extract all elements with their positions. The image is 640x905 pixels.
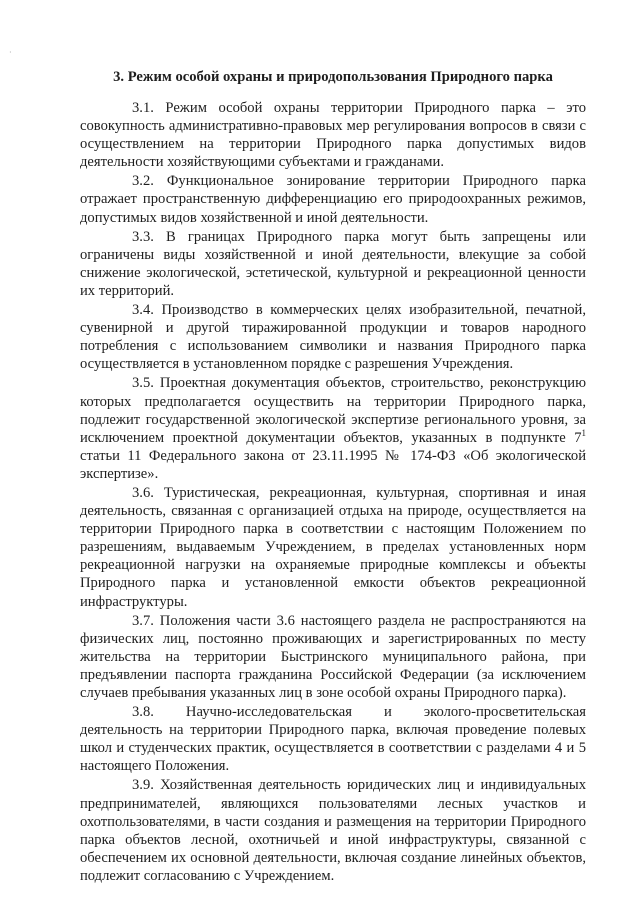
section-heading: 3. Режим особой охраны и природопользования Природного парка bbox=[113, 69, 553, 85]
paragraph-3-7: 3.7. Положения части 3.6 настоящего раздела не распространяются на физических лиц, постоянно проживающих и зарегистрированных по месту жительства на территории Быстринского муниципального района, при предъявлении паспорта гражданина Российской Федерации (за исключением случаев пребывания указанных лиц в зоне особой охраны Природного парка). bbox=[80, 612, 586, 701]
paragraph-3-8: 3.8. Научно-исследовательская и эколого-просветительская деятельность на территории Природного парка, включая проведение полевых школ и студенческих практик, осуществляется в соответствии с разделами 4 и 5 настоящего Положения. bbox=[80, 704, 586, 775]
paragraph-3-5-text: 3.5. Проектная документация объектов, строительство, реконструкцию которых предполагается осуществить на территории Природного парка, подлежит государственной экологической экспертизе регионального уровня, за исключением проектной документации объектов, указанных в подпункте 7 bbox=[80, 375, 586, 446]
superscript-footnote: 1 bbox=[581, 427, 586, 438]
paragraph-3-1: 3.1. Режим особой охраны территории Природного парка – это совокупность административно-правовых мер регулирования вопросов в связи с осуществлением на территории Природного парка допустимых видов деятельности хозяйствующими субъектами и гражданами. bbox=[80, 100, 586, 171]
paragraph-3-3: 3.3. В границах Природного парка могут быть запрещены или ограничены виды хозяйственной и иной деятельности, влекущие за собой снижение экологической, эстетической, культурной и рекреационной ценности их территорий. bbox=[80, 228, 586, 299]
paragraph-3-6: 3.6. Туристическая, рекреационная, культурная, спортивная и иная деятельность, связанная с организацией отдыха на природе, осуществляется на территории Природного парка в соответствии с настоящим Положением по разрешениям, выдаваемым Учреждением, в пределах установленных норм рекреационной нагрузки на охраняемые природные комплексы и объекты Природного парка и установленной емкости объектов рекреационной инфраструктуры. bbox=[80, 484, 586, 610]
paragraph-3-5 bbox=[80, 374, 586, 483]
margin-mark: · bbox=[9, 48, 12, 57]
paragraph-3-5-text-end: статьи 11 Федерального закона от 23.11.1995 № 174-ФЗ «Об экологической экспертизе». bbox=[80, 447, 586, 482]
paragraph-3-4: 3.4. Производство в коммерческих целях изобразительной, печатной, сувенирной и другой тиражированной продукции и товаров народного потребления с использованием символики и названия Природного парка осуществляется в установленном порядке с разрешения Учреждения. bbox=[80, 302, 586, 373]
paragraph-3-9: 3.9. Хозяйственная деятельность юридических лиц и индивидуальных предпринимателей, являющихся пользователями лесных участков и охотпользователями, в части создания и размещения на территории Природного парка объектов лесной, охотничьей и иной инфраструктуры, связанной с обеспечением их основной деятельности, включая создание линейных объектов, подлежит согласованию с Учреждением. bbox=[80, 777, 586, 884]
paragraph-3-2: 3.2. Функциональное зонирование территории Природного парка отражает пространственную дифференциацию его природоохранных режимов, допустимых видов хозяйственной и иной деятельности. bbox=[80, 173, 586, 226]
